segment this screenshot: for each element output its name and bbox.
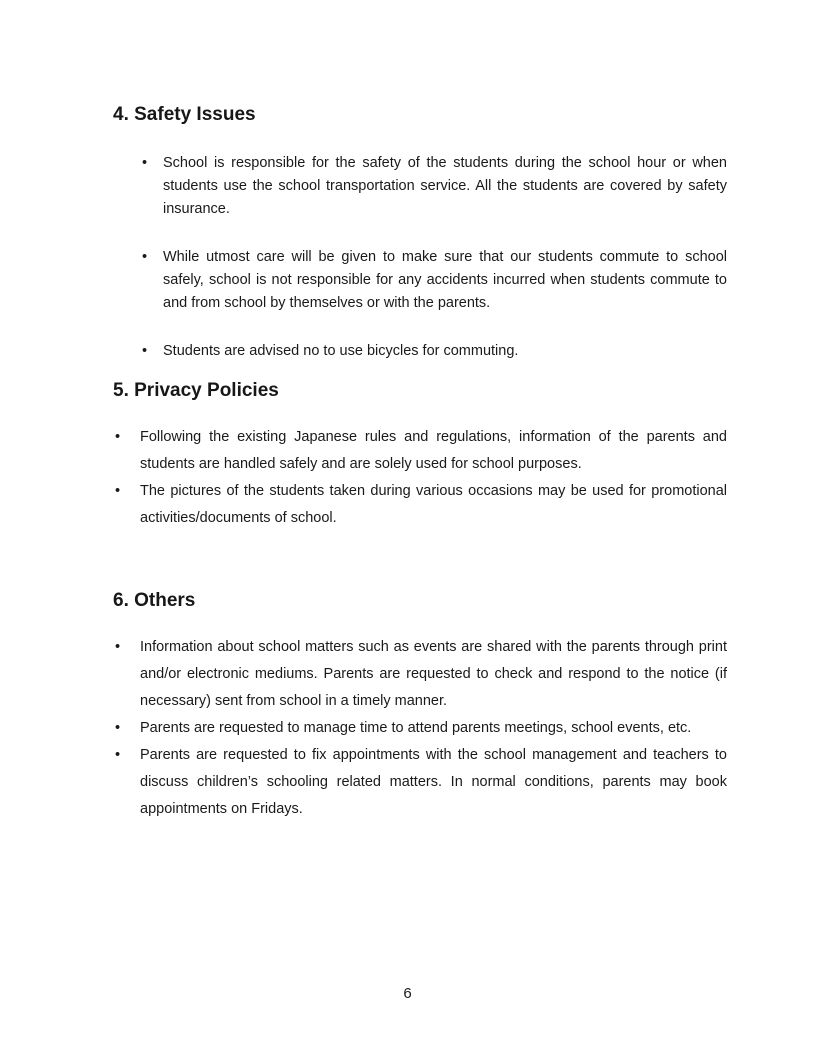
bullet-text: Parents are requested to fix appointments with the school management and teachers to discuss children’s schooling related matters. In normal conditions, parents may book appointments on Fridays. (140, 747, 727, 817)
bullet-icon: • (142, 249, 148, 265)
list-item (0, 246, 815, 315)
bullet-text: While utmost care will be given to make sure that our students commute to school safely, school is not responsible for any accidents incurred when students commute to and from school by themselves or with the parents. (163, 249, 727, 311)
list-item (0, 478, 815, 532)
section-heading-others: 6. Others (113, 590, 196, 611)
bullet-list-others (0, 634, 815, 823)
bullet-text: Parents are requested to manage time to attend parents meetings, school events, etc. (140, 720, 692, 736)
section-safety-issues (0, 102, 815, 363)
bullet-icon: • (115, 747, 121, 763)
bullet-icon: • (115, 483, 121, 499)
bullet-list-privacy-policies (0, 424, 815, 532)
bullet-text: Students are advised no to use bicycles for commuting. (163, 343, 519, 359)
section-others (0, 588, 815, 823)
list-item (0, 152, 815, 221)
bullet-icon: • (142, 343, 148, 359)
list-item (0, 424, 815, 478)
list-item (0, 340, 815, 363)
bullet-text: The pictures of the students taken during various occasions may be used for promotional activities/documents of school. (140, 483, 727, 526)
page-number: 6 (403, 985, 412, 1002)
list-item (0, 634, 815, 715)
list-item (0, 715, 815, 742)
section-heading-privacy-policies: 5. Privacy Policies (113, 380, 279, 401)
section-heading-safety-issues: 4. Safety Issues (113, 104, 256, 125)
bullet-text: Following the existing Japanese rules and regulations, information of the parents and students are handled safely and are solely used for school purposes. (140, 429, 727, 472)
bullet-icon: • (115, 639, 121, 655)
bullet-text: School is responsible for the safety of the students during the school hour or when students use the school transportation service. All the students are covered by safety insurance. (163, 155, 727, 217)
bullet-icon: • (115, 429, 121, 445)
bullet-icon: • (115, 720, 121, 736)
list-item (0, 742, 815, 823)
bullet-icon: • (142, 155, 148, 171)
bullet-text: Information about school matters such as events are shared with the parents through print and/or electronic mediums. Parents are requested to check and respond to the notice (if necessary) sent from school in a timely manner. (140, 639, 727, 709)
bullet-list-safety-issues (0, 152, 815, 363)
section-privacy-policies (0, 378, 815, 532)
